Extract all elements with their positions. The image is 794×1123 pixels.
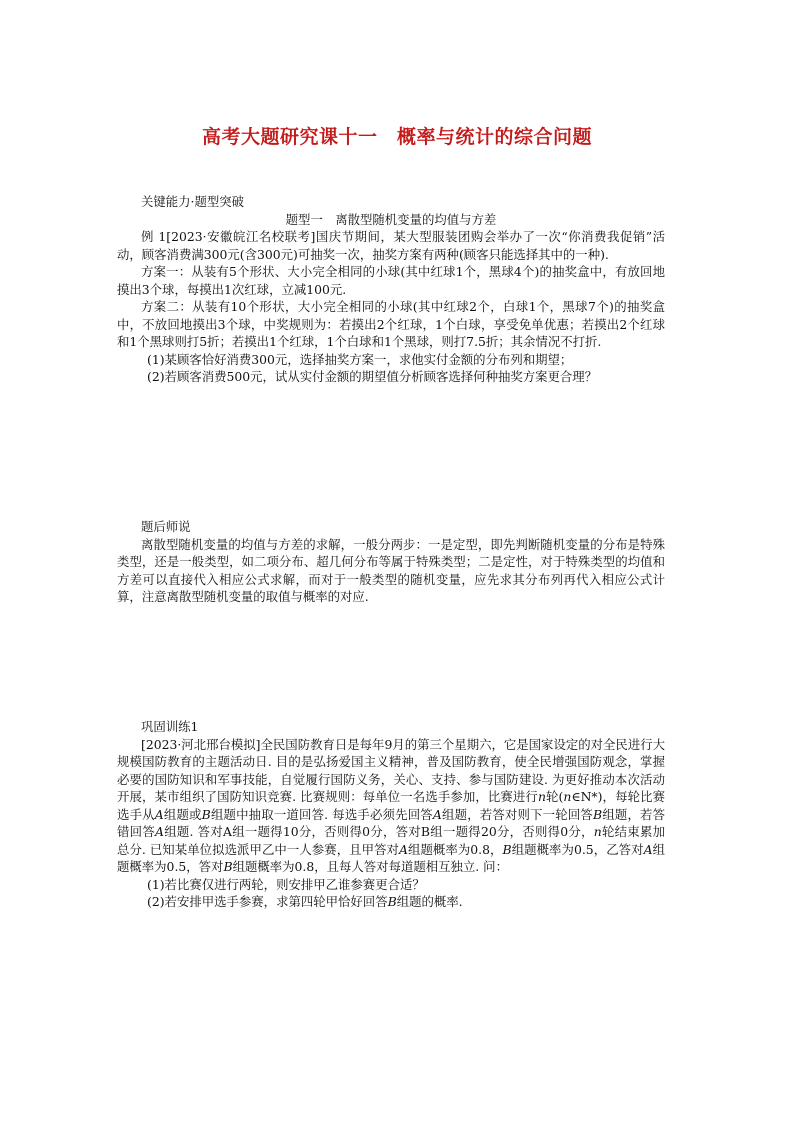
practice-heading: 巩固训练1	[141, 719, 199, 734]
practice-question2: (2)若安排甲选手参赛，求第四轮甲恰好回答B组题的概率.	[147, 894, 463, 909]
example1-plan1: 方案一：从装有5个形状、大小完全相同的小球(其中红球1个，黑球4个)的抽奖盒中，有放回地摸出3个球，每摸出1次红球，立减100元.	[117, 264, 665, 297]
teacher-note-body: 离散型随机变量的均值与方差的求解，一般分两步：一是定型，即先判断随机变量的分布是特殊类型，还是一般类型，如二项分布、超几何分布等属于特殊类型；二是定性，对于特殊类型的均值和方差可以直接代入相应公式求解，而对于一般类型的随机变量，应先求其分布列再代入相应公式计算，注意离散型随机变量的取值与概率的对应.	[117, 536, 665, 604]
type-heading: 题型一 离散型随机变量的均值与方差	[285, 211, 497, 227]
example1-intro: 例 1[2023·安徽皖江名校联考]国庆节期间，某大型服装团购会举办了一次“你消费我促销”活动，顾客消费满300元(含300元)可抽奖一次，抽奖方案有两种(顾客只能选择其中的一种).	[117, 229, 665, 262]
example1-question1: (1)某顾客恰好消费300元，选择抽奖方案一，求他实付金额的分布列和期望；	[147, 351, 573, 367]
practice-body: [2023·河北邢台模拟]全民国防教育日是每年9月的第三个星期六，它是国家设定的对全民进行大规模国防教育的主题活动日. 目的是弘扬爱国主义精神，普及国防教育，使全民增强国防观念，掌握必要的国防知识和军事技能，自觉履行国防义务，关心、支持、参与国防建设. 为更好推动本次活动开展，某市组织了国防知识竞赛. 比赛规则：每单位一名选手参加，比赛进行n轮(n∈N*)，每轮比赛选手从A组题或B组题中抽取一道回答. 每选手必须先回答A组题，若答对则下一轮回答B组题，若答错回答A组题. 答对A组一题得10分，否则得0分，答对B组一题得20分，否则得0分，n轮结束累加总分. 已知某单位拟选派甲乙中一人参赛，且甲答对A组题概率为0.8，B组题概率为0.5，乙答对A组题概率为0.5，答对B组题概率为0.8，且每人答对每道题相互独立. 问：	[117, 736, 666, 874]
page-title: 高考大题研究课十一 概率与统计的综合问题	[201, 126, 592, 148]
example-section	[117, 193, 665, 386]
teacher-note-heading: 题后师说	[141, 519, 191, 534]
example1-question2: (2)若顾客消费500元，试从实付金额的期望值分析顾客选择何种抽奖方案更合理？	[147, 369, 598, 384]
practice-section	[117, 718, 665, 911]
example1-plan2: 方案二：从装有10个形状，大小完全相同的小球(其中红球2个，白球1个，黑球7个)的抽奖盒中，不放回地摸出3个球，中奖规则为：若摸出2个红球，1个白球，享受免单优惠；若摸出2个红球和1个黑球则打5折；若摸出1个红球，1个白球和1个黑球，则打7.5折；其余情况不打折.	[117, 299, 665, 349]
teacher-note-section	[117, 518, 665, 606]
practice-question1: (1)若比赛仅进行两轮，则安排甲乙谁参赛更合适？	[147, 876, 425, 892]
section-label: 关键能力·题型突破	[141, 194, 245, 209]
